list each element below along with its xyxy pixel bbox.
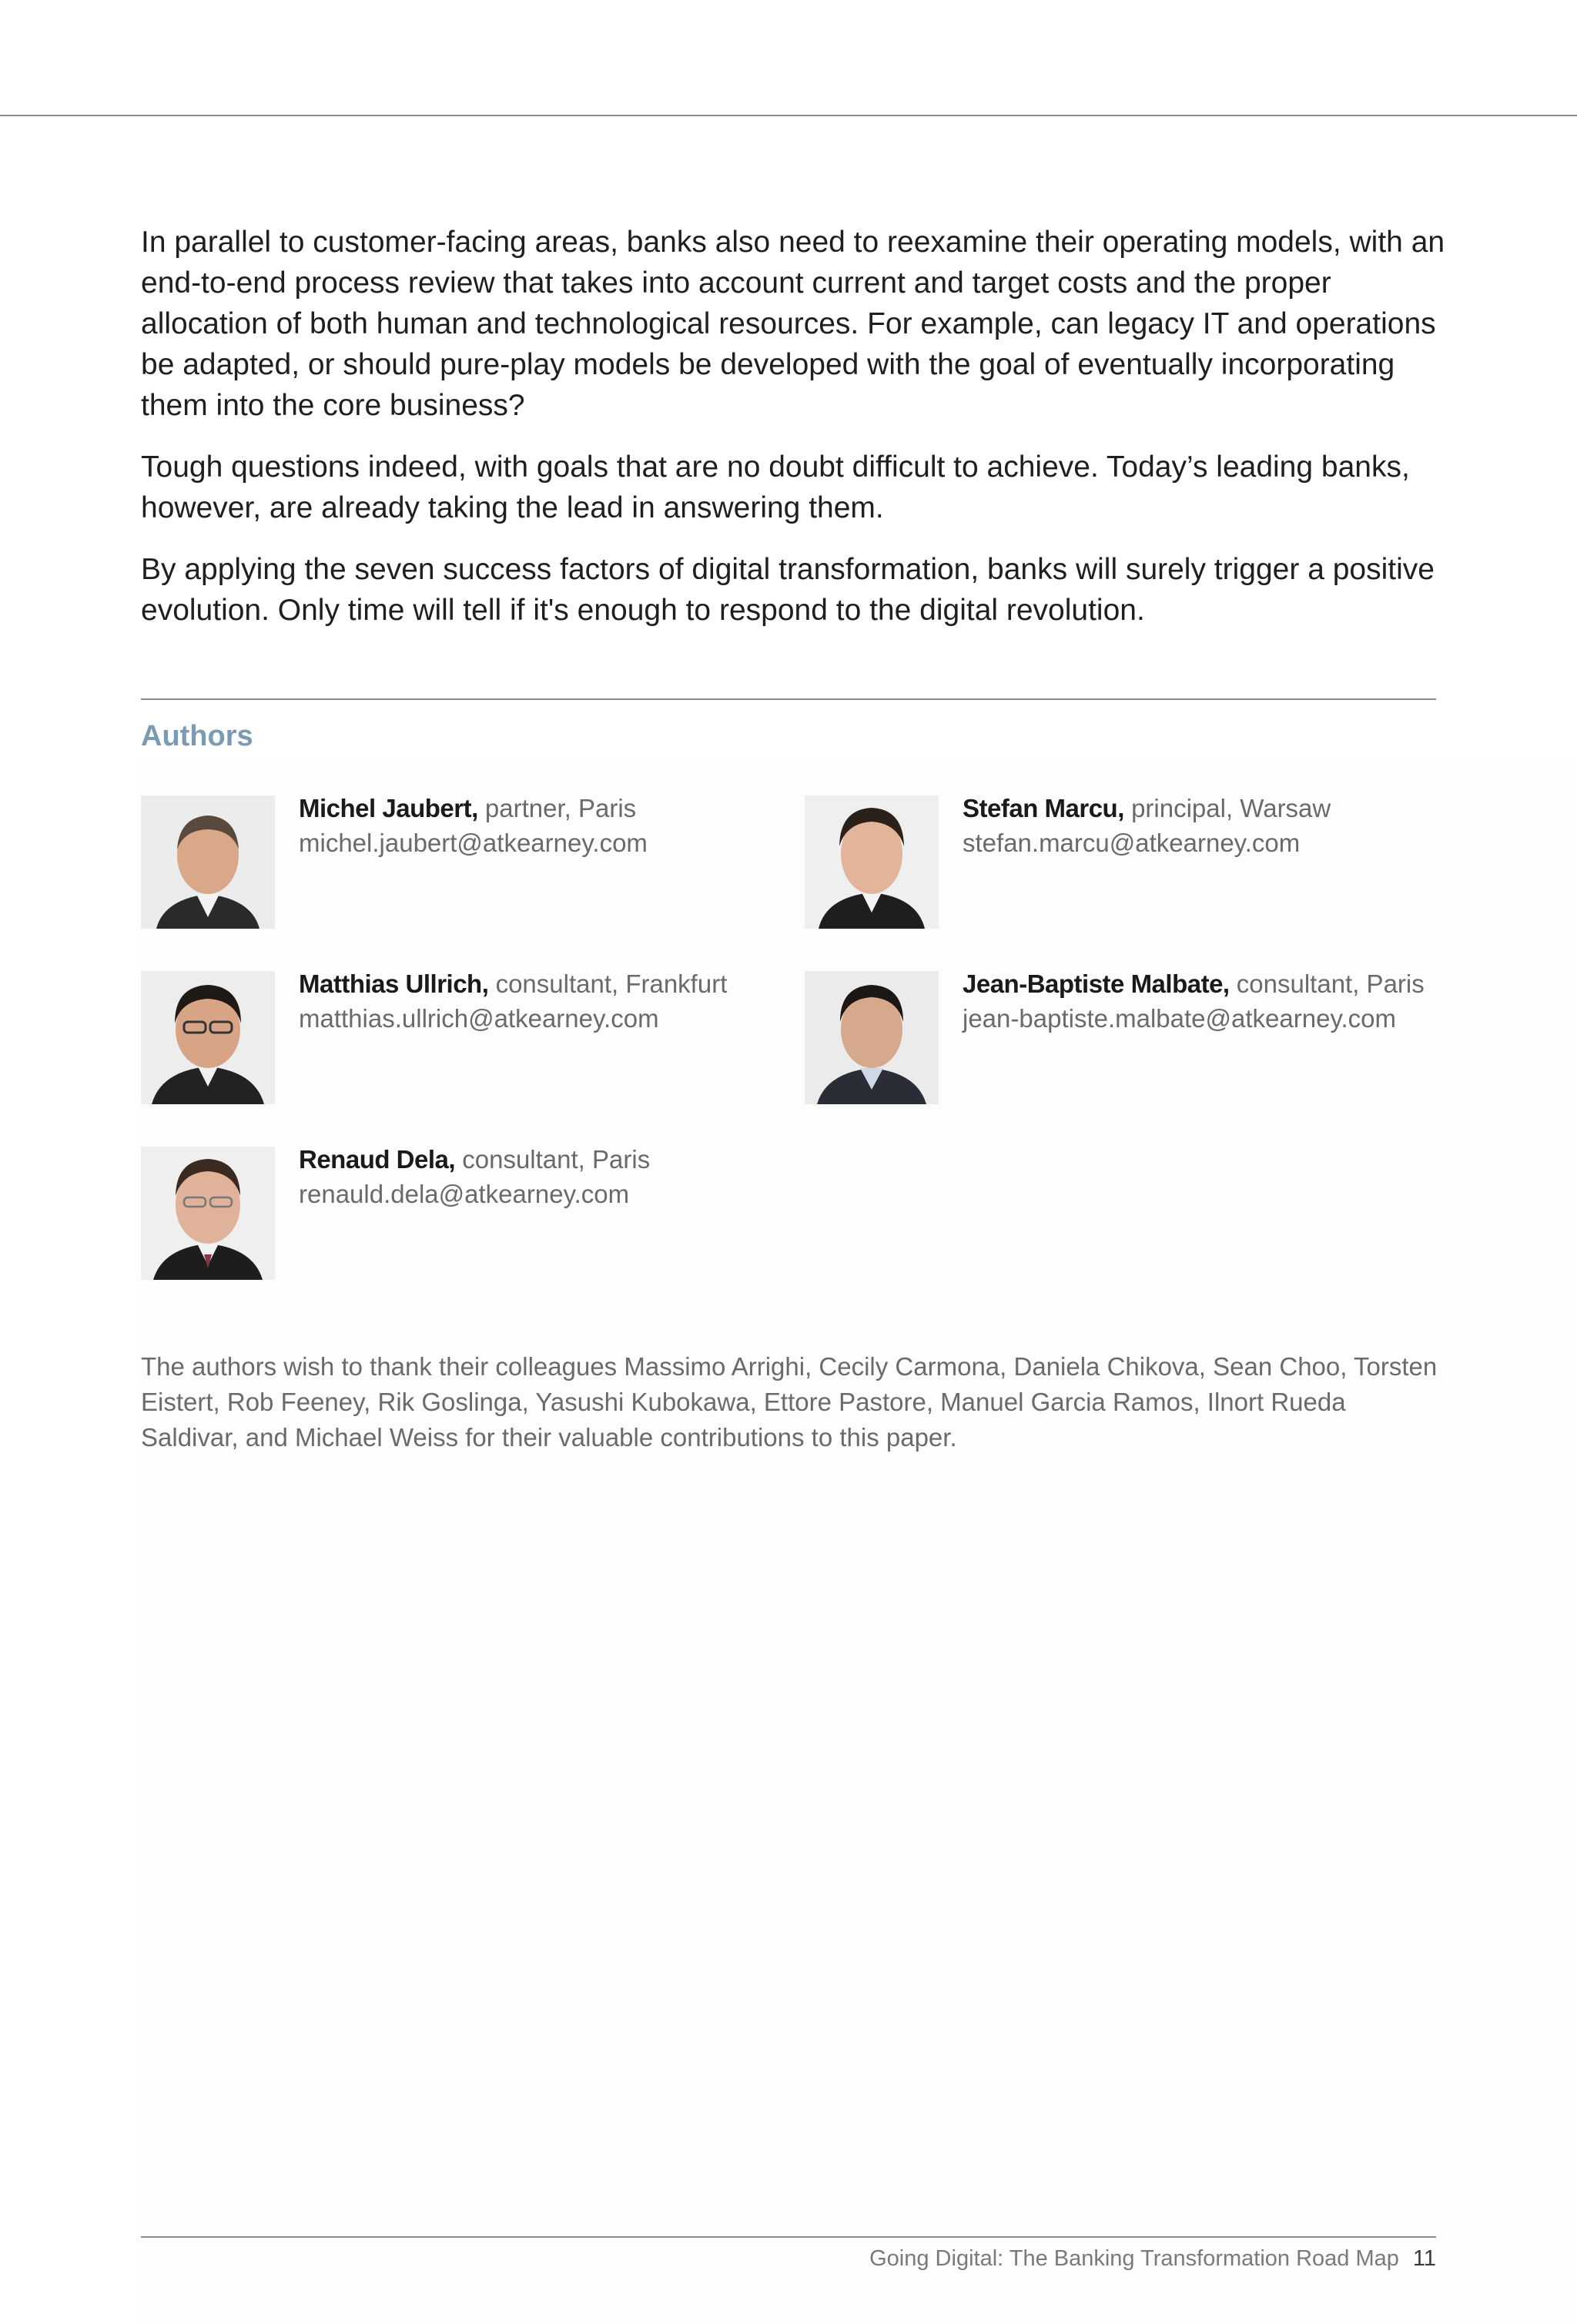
footer-divider xyxy=(141,2236,1436,2238)
footer-title: Going Digital: The Banking Transformation Road Map xyxy=(869,2246,1399,2271)
author-name: Matthias Ullrich, xyxy=(299,969,489,998)
acknowledgement: The authors wish to thank their colleagues Massimo Arrighi, Cecily Carmona, Daniela Chikova, Sean Choo, Torsten Eistert, Rob Feeney, Rik Goslinga, Yasushi Kubokawa, Ettore Pastore, Manuel Garcia Ramos, Ilnort Rueda Saldivar, and Michael Weiss for their valuable contributions to this paper. xyxy=(141,1352,1438,1452)
body-text xyxy=(141,222,1450,651)
author-role: consultant, Paris xyxy=(462,1145,651,1174)
author-name: Renaud Dela, xyxy=(299,1145,456,1174)
author-photo xyxy=(805,971,939,1104)
author-card xyxy=(141,1110,803,1248)
paragraph: Tough questions indeed, with goals that are no doubt difficult to achieve. Today’s leading banks, however, are already taking the lead in answering them. xyxy=(141,450,1410,524)
author-photo xyxy=(141,795,275,929)
author-photo xyxy=(141,1147,275,1280)
author-email[interactable]: jean-baptiste.malbate@atkearney.com xyxy=(963,1004,1397,1033)
author-card xyxy=(805,934,1467,1073)
author-name: Jean-Baptiste Malbate, xyxy=(963,969,1230,998)
author-email[interactable]: matthias.ullrich@atkearney.com xyxy=(299,1004,659,1033)
top-divider xyxy=(0,115,1577,116)
author-card xyxy=(141,934,803,1073)
paragraph: By applying the seven success factors of digital transformation, banks will surely trigger a positive evolution. Only time will tell if it's enough to respond to the digital revolution. xyxy=(141,553,1435,627)
footer xyxy=(869,2243,1436,2274)
author-photo xyxy=(141,971,275,1104)
authors-heading: Authors xyxy=(141,720,253,752)
author-email[interactable]: stefan.marcu@atkearney.com xyxy=(963,829,1301,857)
author-role: principal, Warsaw xyxy=(1131,794,1331,822)
author-name: Michel Jaubert, xyxy=(299,794,478,822)
authors-divider xyxy=(141,698,1436,700)
author-role: partner, Paris xyxy=(484,794,637,822)
author-card xyxy=(805,758,1467,897)
author-email[interactable]: michel.jaubert@atkearney.com xyxy=(299,829,648,857)
page-number: 11 xyxy=(1412,2246,1436,2271)
author-role: consultant, Paris xyxy=(1236,969,1425,998)
paragraph: In parallel to customer-facing areas, banks also need to reexamine their operating models, with an end-to-end process review that takes into account current and target costs and the proper allocation of both human and technological resources. For example, can legacy IT and operations be adapted, or should pure-play models be developed with the goal of eventually incorporating them into the core business? xyxy=(141,226,1445,422)
author-name: Stefan Marcu, xyxy=(963,794,1124,822)
author-photo xyxy=(805,795,939,929)
author-role: consultant, Frankfurt xyxy=(495,969,728,998)
author-card xyxy=(141,758,803,897)
author-email[interactable]: renauld.dela@atkearney.com xyxy=(299,1180,630,1208)
